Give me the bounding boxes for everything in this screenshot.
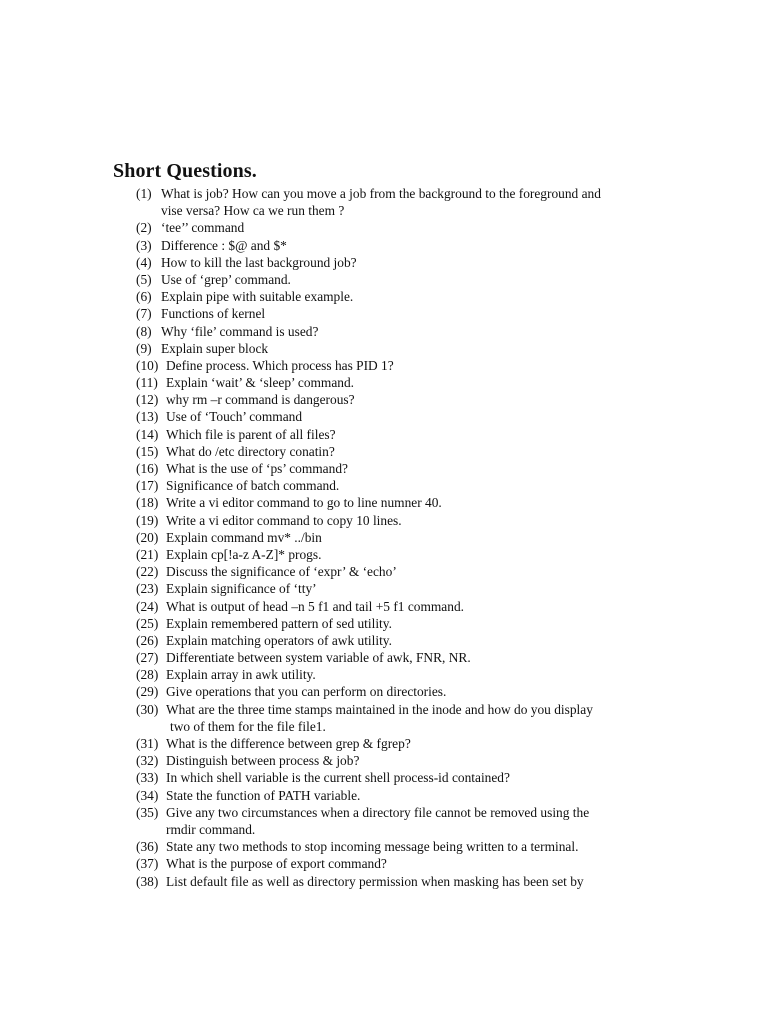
question-number: (38) [136, 873, 159, 889]
question-text: Explain matching operators of awk utility. [166, 632, 392, 648]
list-item [0, 185, 768, 219]
list-item [0, 580, 768, 597]
list-item [0, 237, 768, 254]
question-number: (37) [136, 856, 159, 872]
list-item [0, 563, 768, 580]
question-text: List default file as well as directory permission when masking has been set by [166, 873, 584, 889]
list-item [0, 494, 768, 511]
question-text-continued: two of them for the file file1. [170, 718, 326, 734]
list-item [0, 323, 768, 340]
question-number: (6) [136, 289, 152, 305]
question-list [0, 185, 768, 890]
list-item [0, 271, 768, 288]
list-item [0, 632, 768, 649]
list-item [0, 408, 768, 425]
question-number: (25) [136, 615, 159, 631]
list-item [0, 615, 768, 632]
list-item [0, 460, 768, 477]
question-text: Differentiate between system variable of awk, FNR, NR. [166, 650, 471, 666]
question-number: (13) [136, 409, 159, 425]
question-number: (19) [136, 512, 159, 528]
question-text: Explain significance of ‘tty’ [166, 581, 317, 597]
question-text: Explain super block [161, 340, 269, 356]
question-number: (10) [136, 357, 159, 373]
question-text: In which shell variable is the current shell process-id contained? [166, 770, 510, 786]
question-number: (22) [136, 564, 159, 580]
question-number: (15) [136, 443, 159, 459]
list-item [0, 529, 768, 546]
question-number: (20) [136, 529, 159, 545]
question-number: (31) [136, 736, 159, 752]
question-text: Which file is parent of all files? [166, 426, 336, 442]
question-text: What is the use of ‘ps’ command? [166, 461, 348, 477]
question-number: (7) [136, 306, 152, 322]
question-text: What is output of head –n 5 f1 and tail +5 f1 command. [166, 598, 464, 614]
list-item [0, 804, 768, 838]
question-text: What are the three time stamps maintained in the inode and how do you display [166, 701, 593, 717]
list-item [0, 787, 768, 804]
question-text: Use of ‘Touch’ command [166, 409, 303, 425]
list-item [0, 219, 768, 236]
question-number: (1) [136, 186, 152, 201]
question-number: (18) [136, 495, 159, 511]
question-text: Difference : $@ and $* [161, 237, 287, 253]
list-item [0, 391, 768, 408]
question-number: (29) [136, 684, 159, 700]
question-text: Give any two circumstances when a directory file cannot be removed using the [166, 804, 590, 820]
question-text: How to kill the last background job? [161, 254, 357, 270]
list-item [0, 735, 768, 752]
question-text: why rm –r command is dangerous? [166, 392, 355, 408]
list-item [0, 769, 768, 786]
list-item [0, 855, 768, 872]
question-text: Why ‘file’ command is used? [161, 323, 319, 339]
list-item [0, 666, 768, 683]
page-title: Short Questions. [113, 160, 257, 182]
question-text: What is the purpose of export command? [166, 856, 387, 872]
question-text: Write a vi editor command to copy 10 lines. [166, 512, 402, 528]
question-number: (16) [136, 461, 159, 477]
question-number: (35) [136, 804, 159, 820]
question-text-continued: rmdir command. [166, 821, 256, 837]
question-number: (33) [136, 770, 159, 786]
question-number: (17) [136, 478, 159, 494]
question-text: Discuss the significance of ‘expr’ & ‘echo’ [166, 564, 397, 580]
list-item [0, 288, 768, 305]
question-text: What is job? How can you move a job from the background to the foreground and [161, 186, 601, 201]
question-text: Explain command mv* ../bin [166, 529, 322, 545]
list-item [0, 443, 768, 460]
list-item [0, 701, 768, 735]
list-item [0, 838, 768, 855]
question-text: Write a vi editor command to go to line numner 40. [166, 495, 442, 511]
question-number: (26) [136, 632, 159, 648]
list-item [0, 649, 768, 666]
list-item [0, 512, 768, 529]
question-text: Explain cp[!a-z A-Z]* progs. [166, 546, 322, 562]
question-text: Distinguish between process & job? [166, 753, 360, 769]
question-number: (11) [136, 375, 158, 391]
question-number: (14) [136, 426, 159, 442]
list-item [0, 305, 768, 322]
question-text: Significance of batch command. [166, 478, 340, 494]
question-number: (30) [136, 701, 159, 717]
question-number: (32) [136, 753, 159, 769]
question-number: (34) [136, 787, 159, 803]
question-text: Give operations that you can perform on directories. [166, 684, 447, 700]
list-item [0, 374, 768, 391]
list-item [0, 598, 768, 615]
question-number: (36) [136, 839, 159, 855]
question-number: (23) [136, 581, 159, 597]
list-item [0, 752, 768, 769]
question-text: Explain remembered pattern of sed utility. [166, 615, 392, 631]
question-text: What do /etc directory conatin? [166, 443, 335, 459]
list-item [0, 683, 768, 700]
question-number: (28) [136, 667, 159, 683]
question-number: (8) [136, 323, 152, 339]
list-item [0, 340, 768, 357]
question-text-continued: vise versa? How ca we run them ? [161, 203, 345, 219]
question-number: (5) [136, 271, 152, 287]
question-text: Explain pipe with suitable example. [161, 289, 354, 305]
list-item [0, 254, 768, 271]
question-text: What is the difference between grep & fgrep? [166, 736, 411, 752]
question-number: (12) [136, 392, 159, 408]
question-text: Explain array in awk utility. [166, 667, 316, 683]
question-number: (3) [136, 237, 152, 253]
list-item [0, 357, 768, 374]
question-number: (27) [136, 650, 159, 666]
question-number: (2) [136, 220, 152, 236]
question-text: State the function of PATH variable. [166, 787, 361, 803]
list-item [0, 426, 768, 443]
question-text: ‘tee’’ command [161, 220, 245, 236]
question-number: (21) [136, 546, 159, 562]
list-item [0, 546, 768, 563]
question-text: Use of ‘grep’ command. [161, 271, 291, 287]
question-text: Functions of kernel [161, 306, 266, 322]
question-number: (24) [136, 598, 159, 614]
question-text: Explain ‘wait’ & ‘sleep’ command. [166, 375, 355, 391]
list-item [0, 873, 768, 890]
question-text: Define process. Which process has PID 1? [166, 357, 394, 373]
list-item [0, 477, 768, 494]
question-number: (4) [136, 254, 152, 270]
question-number: (9) [136, 340, 152, 356]
question-text: State any two methods to stop incoming message being written to a terminal. [166, 839, 579, 855]
